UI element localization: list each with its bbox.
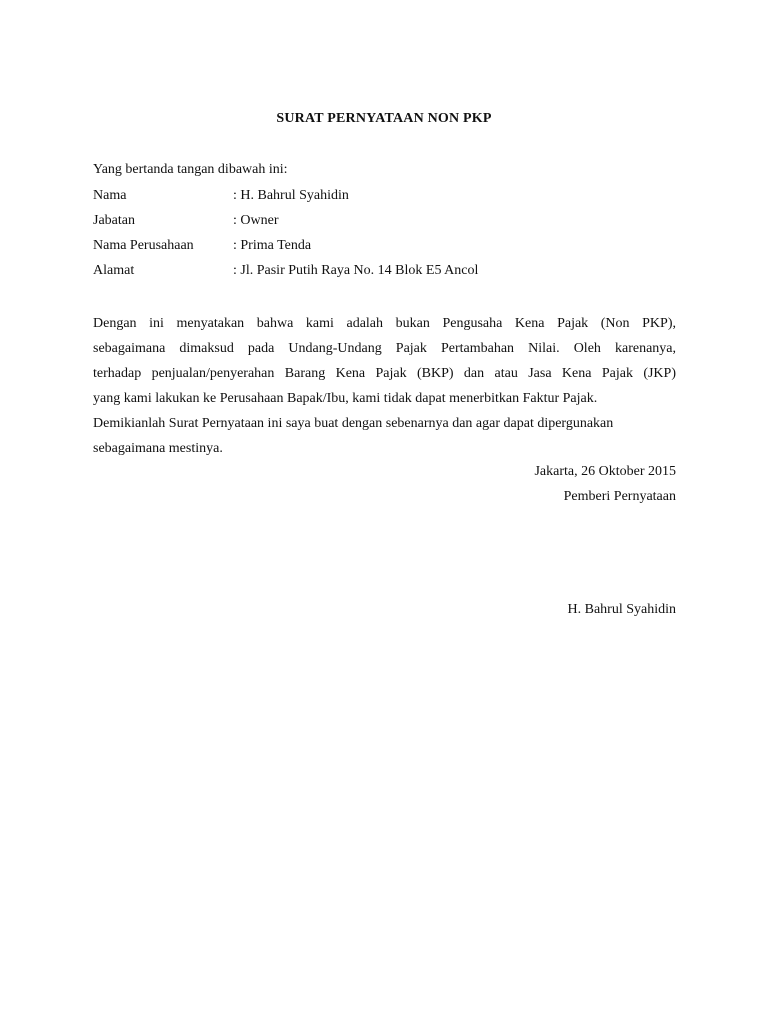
field-nama-perusahaan [93, 235, 311, 257]
field-label: Nama [93, 188, 127, 203]
field-value: : H. Bahrul Syahidin [233, 188, 349, 203]
field-value: : Jl. Pasir Putih Raya No. 14 Blok E5 Ancol [233, 263, 479, 278]
field-label: Nama Perusahaan [93, 238, 194, 253]
field-jabatan [93, 210, 279, 232]
paragraph-line: sebagaimana mestinya. [93, 441, 223, 456]
field-alamat [93, 260, 478, 282]
field-value: : Prima Tenda [233, 238, 312, 253]
signer-name: H. Bahrul Syahidin [567, 602, 676, 617]
closing-paragraph [93, 411, 676, 461]
paragraph-line: terhadap penjualan/penyerahan Barang Kena Pajak (BKP) dan atau Jasa Kena Pajak (JKP) [93, 366, 676, 381]
place-date: Jakarta, 26 Oktober 2015 [534, 464, 676, 479]
paragraph-line: Dengan ini menyatakan bahwa kami adalah bukan Pengusaha Kena Pajak (Non PKP), [93, 316, 676, 331]
field-label: Jabatan [93, 213, 135, 228]
paragraph-line: yang kami lakukan ke Perusahaan Bapak/Ibu, kami tidak dapat menerbitkan Faktur Pajak. [93, 391, 598, 406]
document-title: SURAT PERNYATAAN NON PKP [276, 111, 492, 126]
paragraph-line: sebagaimana dimaksud pada Undang-Undang Pajak Pertambahan Nilai. Oleh karenanya, [93, 341, 676, 356]
field-nama [93, 185, 349, 207]
paragraph-line: Demikianlah Surat Pernyataan ini saya buat dengan sebenarnya dan agar dapat dipergunakan [93, 416, 614, 431]
field-value: : Owner [233, 213, 279, 228]
intro-text: Yang bertanda tangan dibawah ini: [93, 162, 288, 177]
signer-role: Pemberi Pernyataan [563, 489, 676, 504]
statement-paragraph [93, 311, 676, 411]
field-label: Alamat [93, 263, 135, 278]
